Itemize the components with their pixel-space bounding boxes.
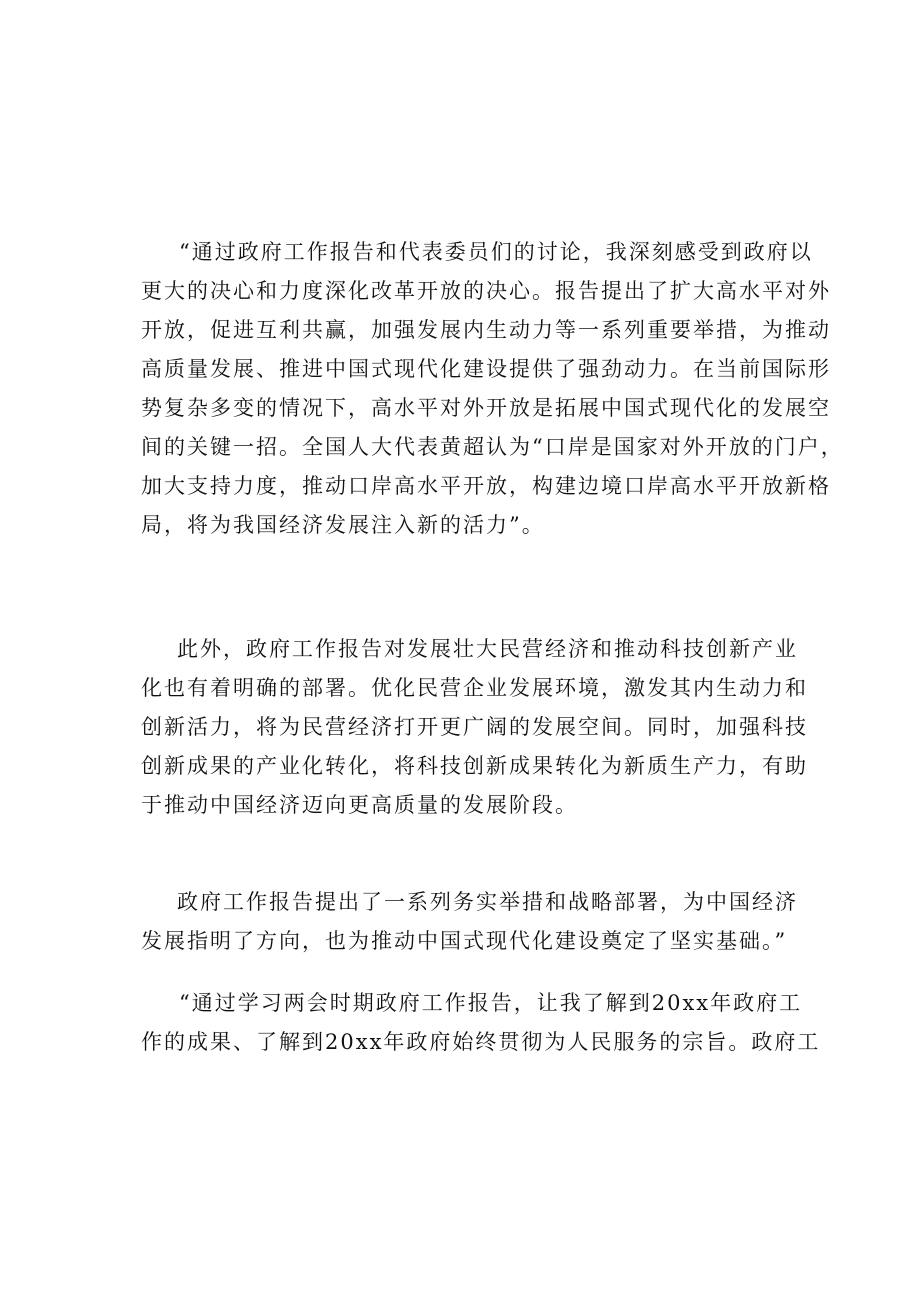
paragraph-line: 加大支持力度，推动口岸高水平开放，构建边境口岸高水平开放新格 [141,474,831,498]
paragraph-2 [141,630,808,825]
paragraph-3 [141,883,798,961]
paragraph-line: 此外，政府工作报告对发展壮大民营经济和推动科技创新产业 [177,637,798,661]
paragraph-line: 创新成果的产业化转化，将科技创新成果转化为新质生产力，有助 [141,754,808,778]
paragraph-line: 开放，促进互利共赢，加强发展内生动力等一系列重要举措，为推动 [141,318,831,342]
paragraph-line: 创新活力，将为民营经济打开更广阔的发展空间。同时，加强科技 [141,715,808,739]
paragraph-4 [141,984,821,1062]
paragraph-line: “通过政府工作报告和代表委员们的讨论，我深刻感受到政府以 [179,240,813,264]
paragraph-line: 势复杂多变的情况下，高水平对外开放是拓展中国式现代化的发展空 [141,396,831,420]
paragraph-line: 化也有着明确的部署。优化民营企业发展环境，激发其内生动力和 [141,676,808,700]
paragraph-line: 作的成果、了解到20xx年政府始终贯彻为人民服务的宗旨。政府工 [141,1030,821,1054]
paragraph-line: 更大的决心和力度深化改革开放的决心。报告提出了扩大高水平对外 [141,279,831,303]
paragraph-1 [141,233,844,545]
paragraph-line: “通过学习两会时期政府工作报告，让我了解到20xx年政府工 [179,991,803,1015]
paragraph-line: 间的关键一招。全国人大代表黄超认为“口岸是国家对外开放的门户， [141,435,844,459]
paragraph-line: 发展指明了方向，也为推动中国式现代化建设奠定了坚实基础。” [141,929,788,953]
paragraph-line: 政府工作报告提出了一系列务实举措和战略部署，为中国经济 [177,890,798,914]
paragraph-line: 于推动中国经济迈向更高质量的发展阶段。 [141,793,578,817]
paragraph-line: 高质量发展、推进中国式现代化建设提供了强劲动力。在当前国际形 [141,357,831,381]
paragraph-line: 局，将为我国经济发展注入新的活力”。 [141,513,545,537]
